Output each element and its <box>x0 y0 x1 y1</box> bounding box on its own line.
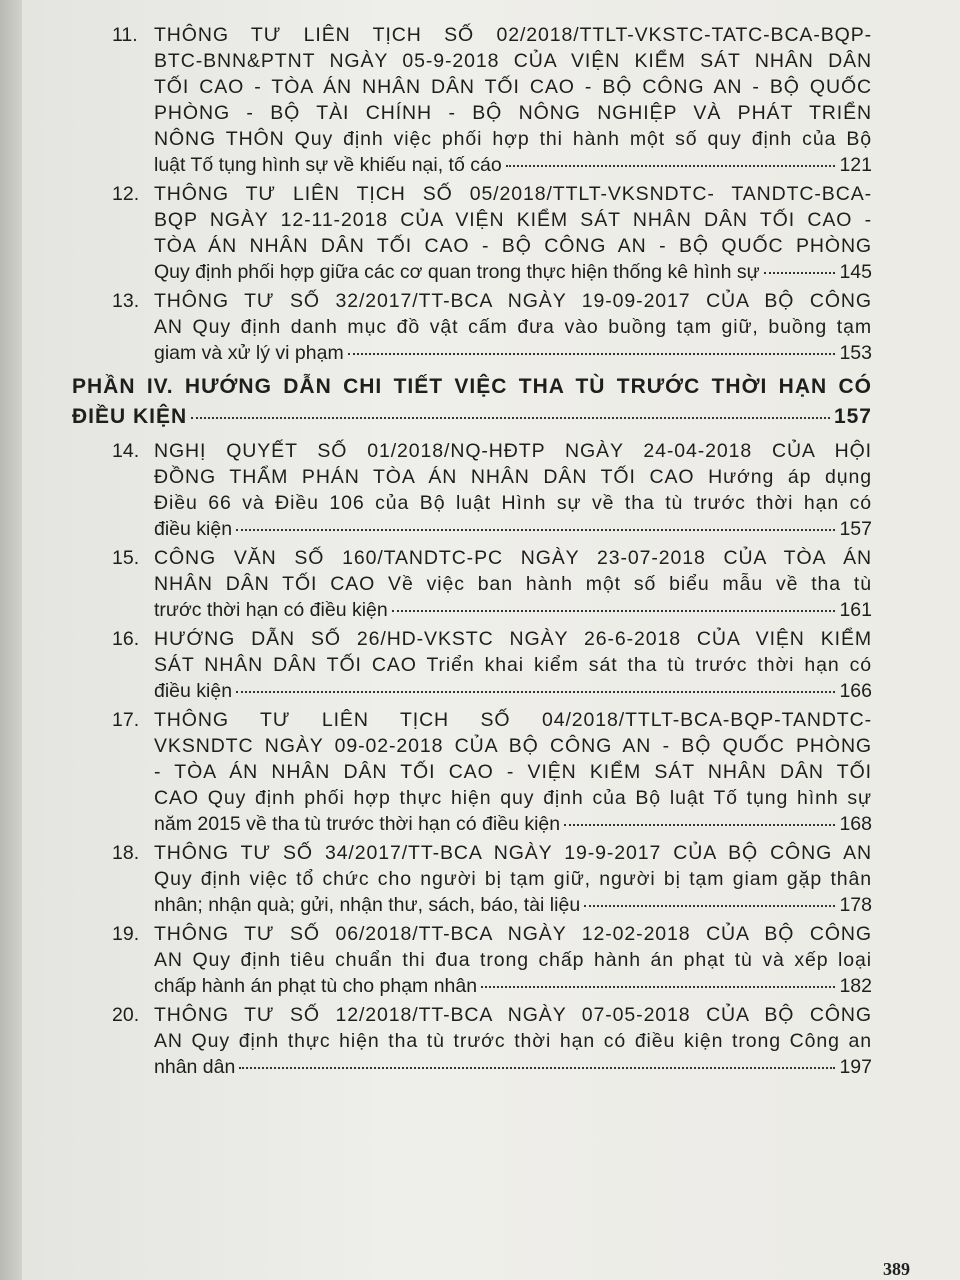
leader-dots <box>564 823 835 826</box>
part-heading-text: PHẦN IV. HƯỚNG DẪN CHI TIẾT VIỆC THA TÙ TRƯỚC THỜI HẠN CÓ <box>72 375 872 398</box>
entry-page-number: 197 <box>839 1056 872 1078</box>
toc-entry <box>72 545 872 623</box>
entry-line <box>154 181 872 207</box>
folio-page-number: 389 <box>883 1259 910 1279</box>
part-page-number: 157 <box>833 405 872 428</box>
entry-body <box>154 288 872 366</box>
part-heading-last-line <box>72 402 872 432</box>
entry-last-line <box>154 811 872 837</box>
toc-entry <box>72 438 872 542</box>
entry-line-text: Quy định việc tổ chức cho người bị tạm giữ, người bị tạm giam gặp thân <box>154 868 872 890</box>
entry-last-text: năm 2015 về tha tù trước thời hạn có điều kiện <box>154 813 561 835</box>
entry-body <box>154 1002 872 1080</box>
entry-last-line <box>154 892 872 918</box>
entry-last-line <box>154 973 872 999</box>
toc-entry <box>72 181 872 285</box>
entry-line <box>154 233 872 259</box>
entry-line-text: VKSNDTC NGÀY 09-02-2018 CỦA BỘ CÔNG AN - BỘ QUỐC PHÒNG <box>154 735 872 757</box>
entry-number: 18. <box>112 842 140 864</box>
entry-line <box>154 707 872 733</box>
entry-last-text: điều kiện <box>154 680 233 702</box>
entry-last-text: điều kiện <box>154 518 233 540</box>
entry-line-text: THÔNG TƯ SỐ 32/2017/TT-BCA NGÀY 19-09-2017 CỦA BỘ CÔNG <box>154 290 872 312</box>
entry-line-text: AN Quy định thực hiện tha tù trước thời hạn có điều kiện trong Công an <box>154 1030 872 1052</box>
entry-line-text: SÁT NHÂN DÂN TỐI CAO Triển khai kiểm sát tha tù trước thời hạn có <box>154 654 872 676</box>
leader-dots <box>236 690 835 693</box>
entry-last-line <box>154 678 872 704</box>
leader-dots <box>392 609 836 612</box>
entry-last-text: nhân dân <box>154 1056 236 1078</box>
leader-dots <box>764 271 836 274</box>
entry-page-number: 161 <box>839 599 872 621</box>
entry-line-text: TỐI CAO - TÒA ÁN NHÂN DÂN TỐI CAO - BỘ CÔNG AN - BỘ QUỐC <box>154 76 872 98</box>
part-heading <box>72 372 872 432</box>
entry-line <box>154 22 872 48</box>
entry-last-line <box>154 259 872 285</box>
entry-page-number: 145 <box>839 261 872 283</box>
entry-line-text: TÒA ÁN NHÂN DÂN TỐI CAO - BỘ CÔNG AN - BỘ QUỐC PHÒNG <box>154 235 872 257</box>
page-gutter-shadow <box>0 0 22 1280</box>
entry-line <box>154 314 872 340</box>
entry-body <box>154 545 872 623</box>
entry-body <box>154 707 872 837</box>
entry-last-text: nhân; nhận quà; gửi, nhận thư, sách, báo, tài liệu <box>154 894 581 916</box>
entry-last-text: luật Tố tụng hình sự về khiếu nại, tố cáo <box>154 154 502 176</box>
entry-body <box>154 921 872 999</box>
entry-line <box>154 464 872 490</box>
entry-line <box>154 866 872 892</box>
entry-page-number: 157 <box>839 518 872 540</box>
part-heading-last-text: ĐIỀU KIỆN <box>72 405 188 428</box>
entry-page-number: 168 <box>839 813 872 835</box>
entry-number: 11. <box>112 24 138 46</box>
entry-line-text: HƯỚNG DẪN SỐ 26/HD-VKSTC NGÀY 26-6-2018 CỦA VIỆN KIỂM <box>154 628 872 650</box>
entry-line-text: THÔNG TƯ LIÊN TỊCH SỐ 05/2018/TTLT-VKSNDTC- TANDTC-BCA- <box>154 183 872 205</box>
entry-line <box>154 100 872 126</box>
toc-entry <box>72 22 872 178</box>
toc-entry <box>72 921 872 999</box>
leader-dots <box>239 1066 835 1069</box>
entry-body <box>154 626 872 704</box>
entry-line <box>154 74 872 100</box>
entry-number: 19. <box>112 923 140 945</box>
entry-body <box>154 181 872 285</box>
entry-line-text: AN Quy định tiêu chuẩn thi đua trong chấp hành án phạt tù và xếp loại <box>154 949 872 971</box>
entry-line-text: BTC-BNN&PTNT NGÀY 05-9-2018 CỦA VIỆN KIỂM SÁT NHÂN DÂN <box>154 50 872 72</box>
toc-entry <box>72 626 872 704</box>
toc-entry <box>72 707 872 837</box>
entry-line <box>154 759 872 785</box>
entry-line-text: CÔNG VĂN SỐ 160/TANDTC-PC NGÀY 23-07-2018 CỦA TÒA ÁN <box>154 547 872 569</box>
entry-line <box>154 1028 872 1054</box>
entry-line <box>154 785 872 811</box>
entry-last-text: Quy định phối hợp giữa các cơ quan trong thực hiện thống kê hình sự <box>154 261 760 283</box>
entry-line <box>154 626 872 652</box>
entry-line <box>154 126 872 152</box>
toc-entry <box>72 288 872 366</box>
toc-entry <box>72 1002 872 1080</box>
entry-page-number: 178 <box>839 894 872 916</box>
entry-line <box>154 733 872 759</box>
entry-line-text: - TÒA ÁN NHÂN DÂN TỐI CAO - VIỆN KIỂM SÁT NHÂN DÂN TỐI <box>154 761 872 783</box>
entry-number: 14. <box>112 440 140 462</box>
entry-last-text: trước thời hạn có điều kiện <box>154 599 388 621</box>
entry-line <box>154 652 872 678</box>
leader-dots <box>236 528 835 531</box>
entry-last-line <box>154 597 872 623</box>
entry-number: 13. <box>112 290 140 312</box>
book-page <box>22 0 960 1280</box>
entry-number: 17. <box>112 709 140 731</box>
entry-line-text: NHÂN DÂN TỐI CAO Về việc ban hành một số biểu mẫu về tha tù <box>154 573 872 595</box>
toc-section-after <box>72 438 872 1080</box>
entry-line-text: THÔNG TƯ SỐ 34/2017/TT-BCA NGÀY 19-9-2017 CỦA BỘ CÔNG AN <box>154 842 872 864</box>
entry-line-text: Điều 66 và Điều 106 của Bộ luật Hình sự về tha tù trước thời hạn có <box>154 492 872 514</box>
entry-line <box>154 545 872 571</box>
entry-line-text: NGHỊ QUYẾT SỐ 01/2018/NQ-HĐTP NGÀY 24-04-2018 CỦA HỘI <box>154 440 872 462</box>
entry-last-line <box>154 1054 872 1080</box>
entry-line <box>154 207 872 233</box>
entry-line <box>154 1002 872 1028</box>
entry-line-text: THÔNG TƯ SỐ 06/2018/TT-BCA NGÀY 12-02-2018 CỦA BỘ CÔNG <box>154 923 872 945</box>
entry-line-text: THÔNG TƯ LIÊN TỊCH SỐ 02/2018/TTLT-VKSTC-TATC-BCA-BQP- <box>154 24 872 46</box>
entry-line-text: THÔNG TƯ SỐ 12/2018/TT-BCA NGÀY 07-05-2018 CỦA BỘ CÔNG <box>154 1004 872 1026</box>
part-heading-line <box>72 372 872 402</box>
entry-last-text: giam và xử lý vi phạm <box>154 342 344 364</box>
entry-line <box>154 490 872 516</box>
entry-last-line <box>154 152 872 178</box>
entry-line <box>154 947 872 973</box>
table-of-contents <box>72 22 872 1083</box>
toc-entry <box>72 840 872 918</box>
entry-line-text: AN Quy định danh mục đồ vật cấm đưa vào buồng tạm giữ, buồng tạm <box>154 316 872 338</box>
entry-line-text: CAO Quy định phối hợp thực hiện quy định của Bộ luật Tố tụng hình sự <box>154 787 872 809</box>
entry-line <box>154 571 872 597</box>
entry-page-number: 182 <box>839 975 872 997</box>
entry-number: 12. <box>112 183 140 205</box>
entry-body <box>154 22 872 178</box>
leader-dots <box>481 985 835 988</box>
entry-number: 16. <box>112 628 140 650</box>
entry-line-text: BQP NGÀY 12-11-2018 CỦA VIỆN KIỂM SÁT NHÂN DÂN TỐI CAO - <box>154 209 872 231</box>
leader-dots <box>506 164 836 167</box>
entry-number: 15. <box>112 547 140 569</box>
leader-dots <box>584 904 835 907</box>
toc-section-before <box>72 22 872 366</box>
leader-dots <box>348 352 836 355</box>
entry-line <box>154 438 872 464</box>
entry-line-text: ĐỒNG THẨM PHÁN TÒA ÁN NHÂN DÂN TỐI CAO Hướng áp dụng <box>154 466 872 488</box>
entry-page-number: 121 <box>839 154 872 176</box>
entry-line <box>154 288 872 314</box>
entry-last-line <box>154 516 872 542</box>
entry-page-number: 153 <box>839 342 872 364</box>
entry-page-number: 166 <box>839 680 872 702</box>
entry-line-text: PHÒNG - BỘ TÀI CHÍNH - BỘ NÔNG NGHIỆP VÀ PHÁT TRIỂN <box>154 102 872 124</box>
entry-line-text: NÔNG THÔN Quy định việc phối hợp thi hành một số quy định của Bộ <box>154 128 872 150</box>
entry-last-line <box>154 340 872 366</box>
entry-body <box>154 438 872 542</box>
leader-dots <box>191 416 830 419</box>
entry-body <box>154 840 872 918</box>
entry-line <box>154 48 872 74</box>
entry-line-text: THÔNG TƯ LIÊN TỊCH SỐ 04/2018/TTLT-BCA-BQP-TANDTC- <box>154 709 872 731</box>
entry-last-text: chấp hành án phạt tù cho phạm nhân <box>154 975 478 997</box>
entry-line <box>154 840 872 866</box>
entry-number: 20. <box>112 1004 140 1026</box>
entry-line <box>154 921 872 947</box>
